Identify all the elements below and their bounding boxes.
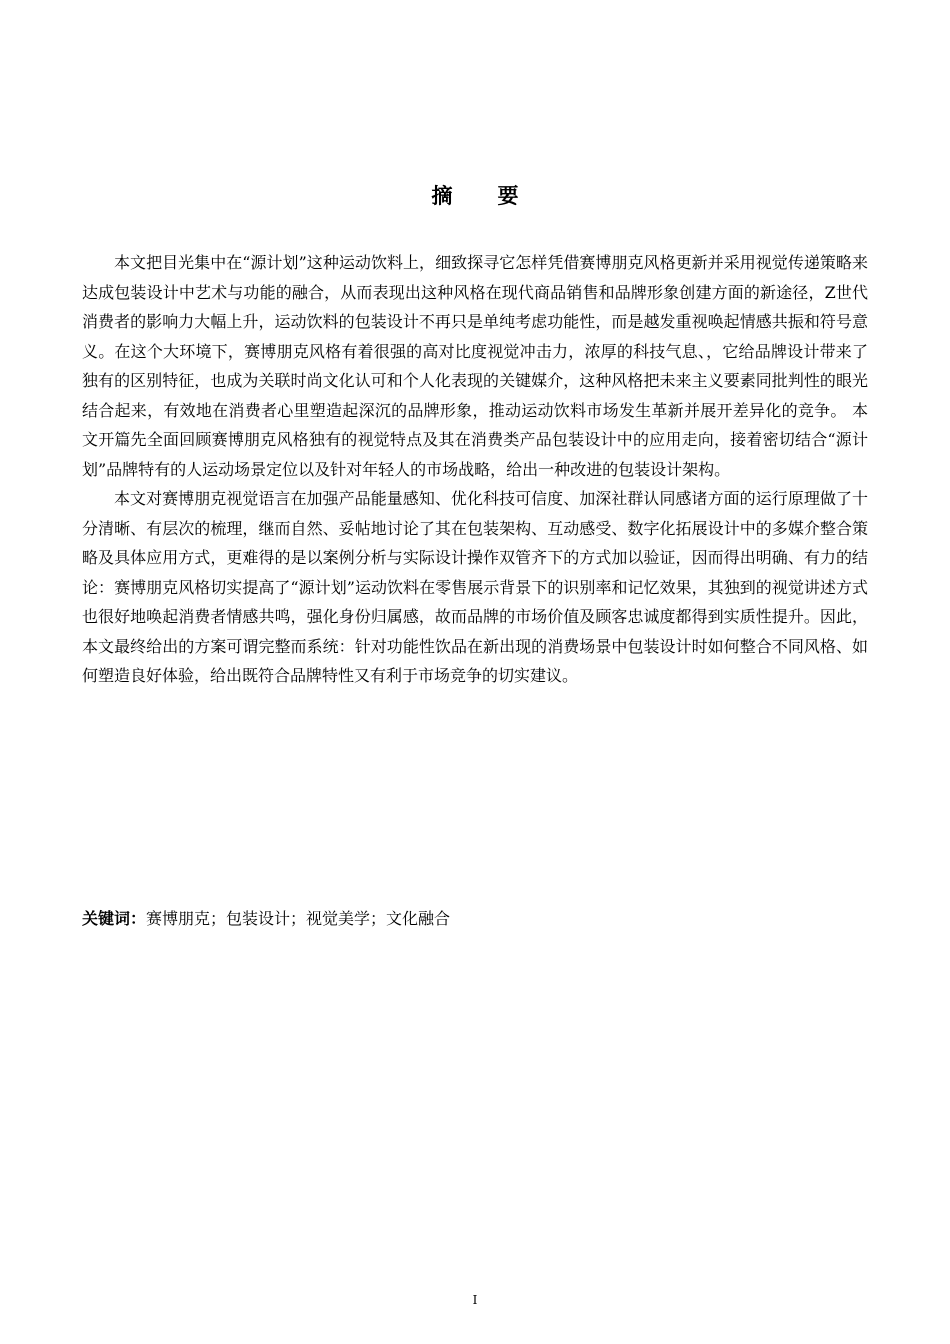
keywords-text: 赛博朋克；包装设计；视觉美学；文化融合 [146,909,451,928]
abstract-paragraph-1: 本文把目光集中在“源计划”这种运动饮料上，细致探寻它怎样凭借赛博朋克风格更新并采用视觉传递策略来达成包装设计中艺术与功能的融合，从而表现出这种风格在现代商品销售和品牌形象创建方面的新途径，Z世代消费者的影响力大幅上升，运动饮料的包装设计不再只是单纯考虑功能性，而是越发重视唤起情感共振和符号意义。在这个大环境下，赛博朋克风格有着很强的高对比度视觉冲击力，浓厚的科技气息、，它给品牌设计带来了独有的区别特征，也成为关联时尚文化认可和个人化表现的关键媒介，这种风格把未来主义要素同批判性的眼光结合起来，有效地在消费者心里塑造起深沉的品牌形象，推动运动饮料市场发生革新并展开差异化的竞争。 本文开篇先全面回顾赛博朋克风格独有的视觉特点及其在消费类产品包装设计中的应用走向，接着密切结合“源计划”品牌特有的人运动场景定位以及针对年轻人的市场战略，给出一种改进的包装设计架构。 [82,253,868,479]
keywords-line [82,904,868,933]
abstract-paragraph-2: 本文对赛博朋克视觉语言在加强产品能量感知、优化科技可信度、加深社群认同感诸方面的运行原理做了十分清晰、有层次的梳理，继而自然、妥帖地讨论了其在包装架构、互动感受、数字化拓展设计中的多媒介整合策略及具体应用方式，更难得的是以案例分析与实际设计操作双管齐下的方式加以验证，因而得出明确、有力的结论：赛博朋克风格切实提高了“源计划”运动饮料在零售展示背景下的识别率和记忆效果，其独到的视觉讲述方式也很好地唤起消费者情感共鸣，强化身份归属感，故而品牌的市场价值及顾客忠诚度都得到实质性提升。因此，本文最终给出的方案可谓完整而系统：针对功能性饮品在新出现的消费场景中包装设计时如何整合不同风格、如何塑造良好体验，给出既符合品牌特性又有利于市场竞争的切实建议。 [82,489,868,685]
abstract-body [82,248,868,691]
keywords-label: 关键词： [82,909,147,928]
abstract-title: 摘 要 [431,183,538,208]
page-number: I [472,1293,478,1307]
